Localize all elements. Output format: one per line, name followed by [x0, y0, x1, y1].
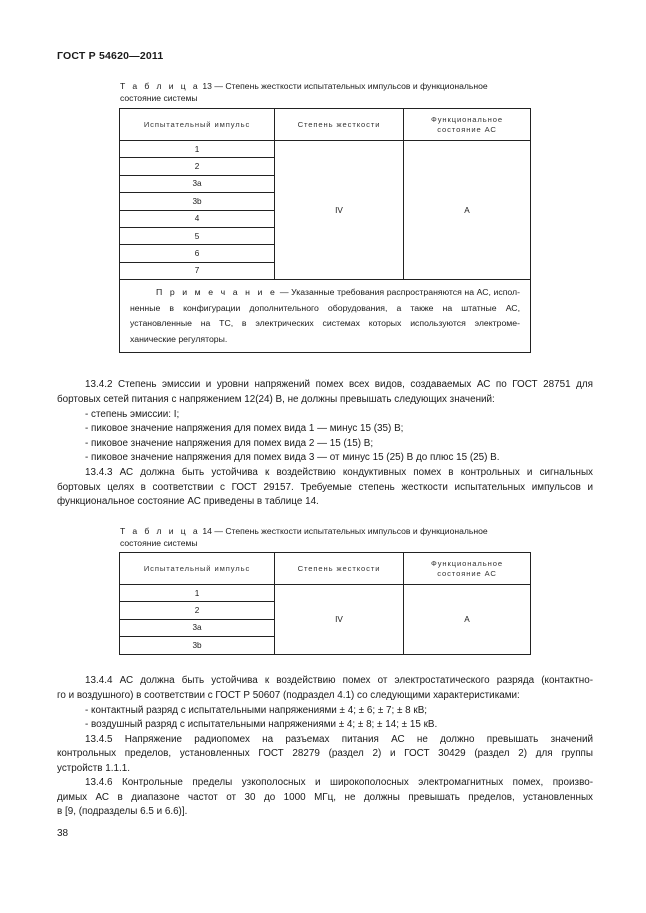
- table14-pulse-cell: 2: [120, 602, 275, 619]
- table13-pulse-cell: 5: [120, 227, 275, 244]
- para-13-4-3-line2: бортовых целях в соответствии с ГОСТ 29157. Требуемые степень жесткости испытательных импульсов и: [57, 482, 593, 493]
- table13-state-cell: А: [404, 141, 531, 280]
- table13-note-line3: установленные на ТС, в электрических системах которых используются электроме-: [130, 318, 520, 329]
- table-14: [119, 552, 531, 655]
- document-code: ГОСТ Р 54620—2011: [57, 50, 164, 62]
- list-item: - пиковое значение напряжения для помех вида 1 — минус 15 (35) В;: [85, 423, 404, 434]
- para-13-4-4-line2: го и воздушного) в соответствии с ГОСТ Р 50607 (подраздел 4.1) со следующими характеристиками:: [57, 690, 520, 701]
- table13-pulse-cell: 3a: [120, 175, 275, 192]
- para-13-4-6-line3: в [9, (подразделы 6.5 и 6.6)].: [57, 806, 188, 817]
- table14-header-state-line2: состояние АС: [437, 568, 497, 578]
- table14-caption-line2: состояние системы: [120, 538, 198, 548]
- table13-note: [130, 285, 520, 347]
- table13-pulse-cell: 3b: [120, 193, 275, 210]
- list-item: - контактный разряд с испытательными напряжениями ± 4; ± 6; ± 7; ± 8 кВ;: [85, 705, 428, 716]
- table14-severity-cell: IV: [275, 585, 404, 655]
- table13-caption: [120, 80, 488, 104]
- para-13-4-2-line1: 13.4.2 Степень эмиссии и уровни напряжений помех всех видов, создаваемых АС по ГОСТ 28751 для: [85, 379, 593, 390]
- table13-note-cell: [120, 280, 531, 353]
- para-13-4-5-line2: контрольных пределов, установленных ГОСТ 28279 (раздел 2) и ГОСТ 30429 (раздел 2) для группы: [57, 748, 593, 759]
- table14-header-pulse: Испытательный импульс: [120, 553, 275, 585]
- table14-header-severity: Степень жесткости: [275, 553, 404, 585]
- page-number: 38: [57, 828, 69, 839]
- para-13-4-3-line1: 13.4.3 АС должна быть устойчива к воздействию кондуктивных помех в контрольных и сигнальных: [85, 467, 593, 478]
- table13-caption-line2: состояние системы: [120, 93, 198, 103]
- table13-header-severity: Степень жесткости: [275, 109, 404, 141]
- table13-pulse-cell: 1: [120, 141, 275, 158]
- list-item: - пиковое значение напряжения для помех вида 3 — от минус 15 (25) В до плюс 15 (25) В.: [85, 452, 500, 463]
- table13-note-line4: ханические регуляторы.: [130, 333, 228, 344]
- table14-header-state-line1: Функциональное: [431, 558, 503, 568]
- table13-header-state-line1: Функциональное: [431, 114, 503, 124]
- table13-header-state: [404, 109, 531, 141]
- table13-note-line1: — Указанные требования распространяются на АС, испол-: [277, 287, 520, 298]
- list-item: - пиковое значение напряжения для помех вида 2 — 15 (15) В;: [85, 438, 374, 449]
- table13-severity-cell: IV: [275, 141, 404, 280]
- table14-caption-text: 14 — Степень жесткости испытательных импульсов и функциональное: [200, 526, 488, 536]
- table13-caption-text: 13 — Степень жесткости испытательных импульсов и функциональное: [200, 81, 488, 91]
- table-13: [119, 108, 531, 353]
- table14-pulse-cell: 3b: [120, 637, 275, 654]
- table14-caption-label: Т а б л и ц а: [120, 526, 200, 536]
- table13-header-state-line2: состояние АС: [437, 124, 497, 134]
- para-13-4-5-line1: 13.4.5 Напряжение радиопомех на разъемах питания АС не должно превышать значений: [85, 734, 593, 745]
- table13-note-line2: ненные в конфигурации дополнительного оборудования, а также на штатные АС,: [130, 302, 520, 313]
- table13-pulse-cell: 4: [120, 210, 275, 227]
- para-13-4-3-line3: функциональное состояние АС приведены в таблице 14.: [57, 496, 319, 507]
- table13-pulse-cell: 2: [120, 158, 275, 175]
- table13-pulse-cell: 7: [120, 262, 275, 279]
- para-13-4-6-line1: 13.4.6 Контрольные пределы узкополосных и широкополосных электромагнитных помех, произво-: [85, 777, 593, 788]
- table13-header-pulse: Испытательный импульс: [120, 109, 275, 141]
- table14-caption: [120, 525, 488, 549]
- list-item: - степень эмиссии: I;: [85, 409, 180, 420]
- para-13-4-6-line2: димых АС в диапазоне частот от 30 до 1000 МГц, не должны превышать пределов, установленных: [57, 792, 593, 803]
- table14-pulse-cell: 3a: [120, 619, 275, 636]
- table13-pulse-cell: 6: [120, 245, 275, 262]
- table14-pulse-cell: 1: [120, 585, 275, 602]
- para-13-4-5-line3: устройств 1.1.1.: [57, 763, 130, 774]
- para-13-4-2-line2: бортовых сетей питания с напряжением 12(24) В, не должны превышать следующих значений:: [57, 394, 495, 405]
- para-13-4-4-line1: 13.4.4 АС должна быть устойчива к воздействию помех от электростатического разряда (контактно-: [85, 675, 593, 686]
- table14-state-cell: А: [404, 585, 531, 655]
- list-item: - воздушный разряд с испытательными напряжениями ± 4; ± 8; ± 14; ± 15 кВ.: [85, 719, 438, 730]
- table13-caption-label: Т а б л и ц а: [120, 81, 200, 91]
- table14-header-state: [404, 553, 531, 585]
- table13-note-label: П р и м е ч а н и е: [156, 287, 278, 298]
